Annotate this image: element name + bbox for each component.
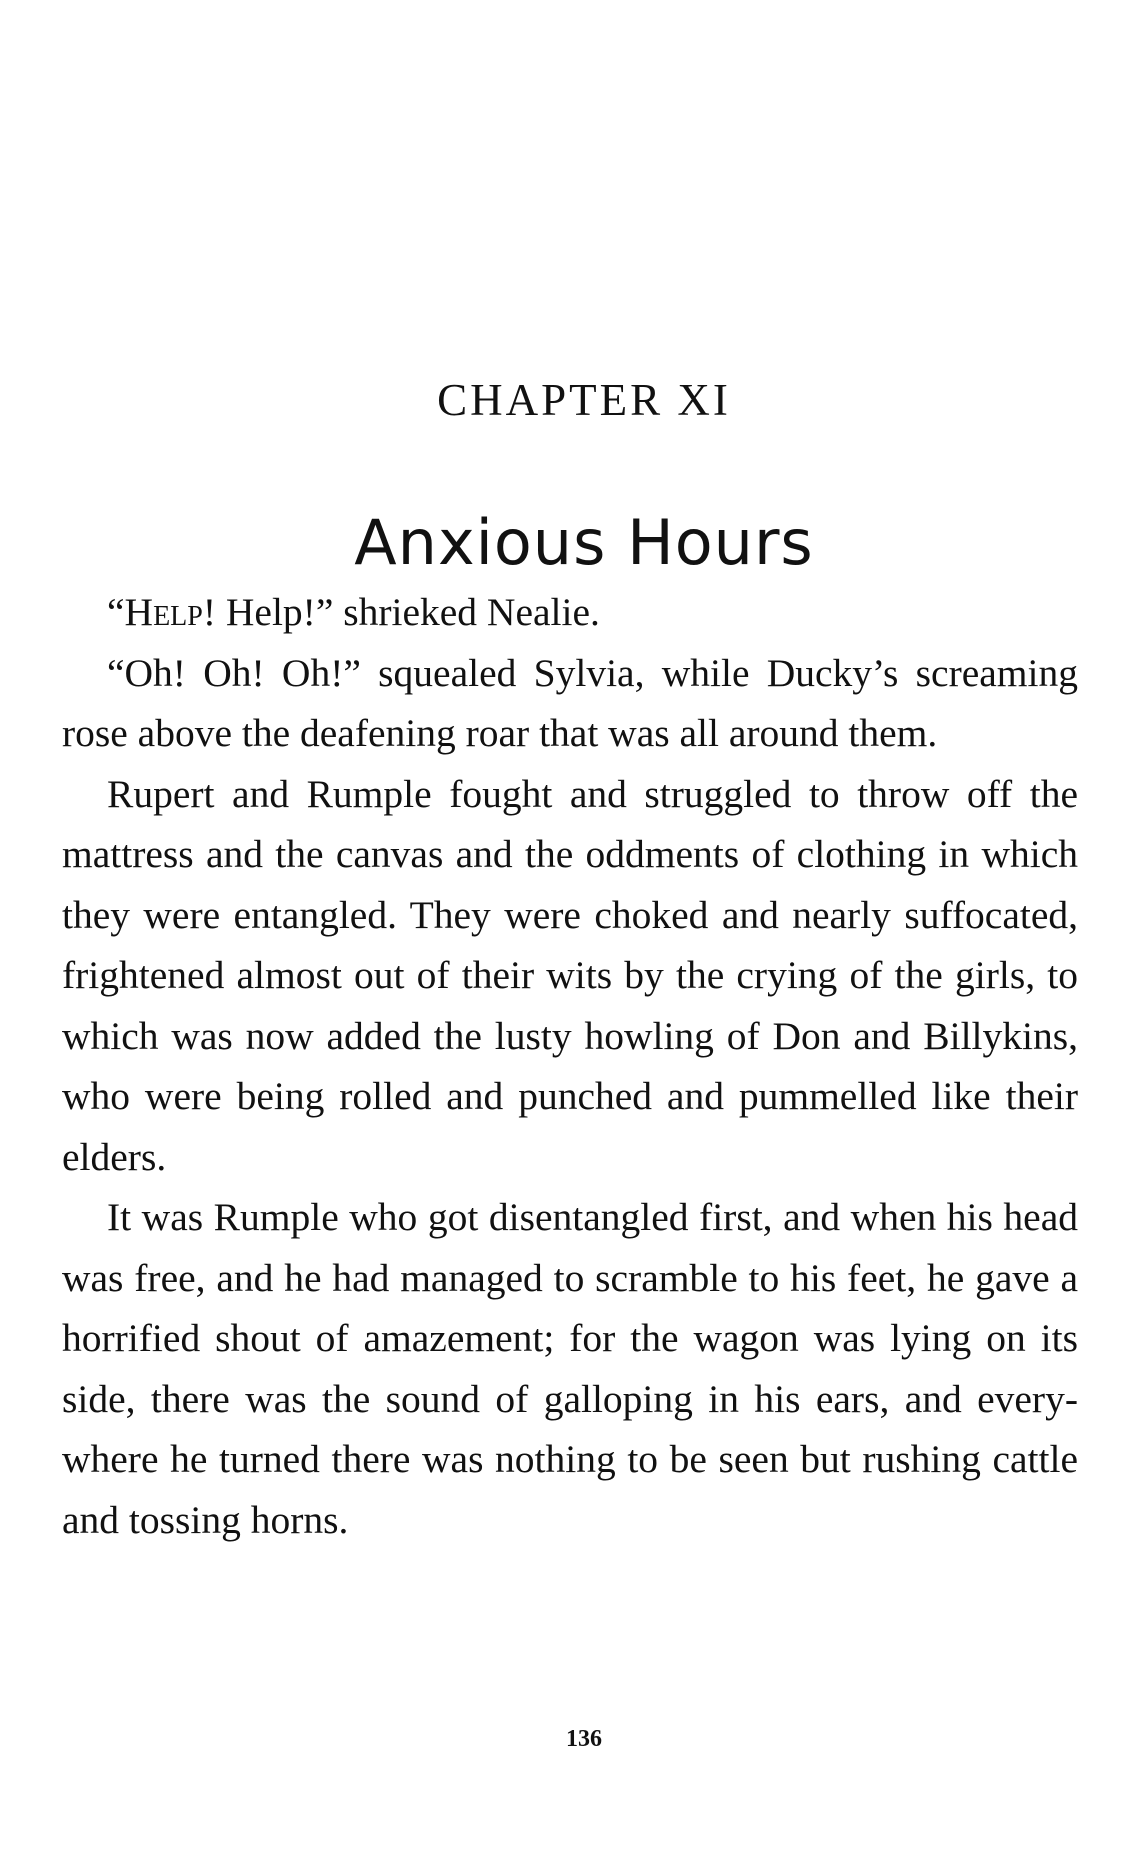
opening-quote: “ (107, 590, 125, 634)
chapter-label: CHAPTER XI (437, 375, 731, 425)
smallcaps-word: Help! (124, 590, 217, 634)
chapter-title: Anxious Hours (354, 505, 814, 579)
paragraph-1 (62, 582, 1078, 643)
paragraph-3: Rupert and Rumple fought and struggled to throw off the mattress and the canvas and the oddments of clothing in which they were entangled. They were choked and nearly suffocated, frightened almost out of their wits by the crying of the girls, to which was now added the lusty howling of Don and Billykins, who were being rolled and punched and pummelled like their elders. (62, 771, 1078, 1179)
body-text (62, 582, 1078, 1550)
page-number: 136 (566, 1726, 602, 1752)
paragraph-2: “Oh! Oh! Oh!” squealed Sylvia, while Ducky’s screaming rose above the deafening roar that was all around them. (62, 650, 1078, 755)
paragraph-1-rest: Help!” shrieked Nealie. (216, 590, 600, 634)
paragraph-4: It was Rumple who got disentangled first, and when his head was free, and he had managed to scramble to his feet, he gave a horrified shout of amazement; for the wagon was lying on its side, there was the sound of galloping in his ears, and every-where he turned there was nothing to be seen but rushing cattle and tossing horns. (62, 1195, 1078, 1542)
